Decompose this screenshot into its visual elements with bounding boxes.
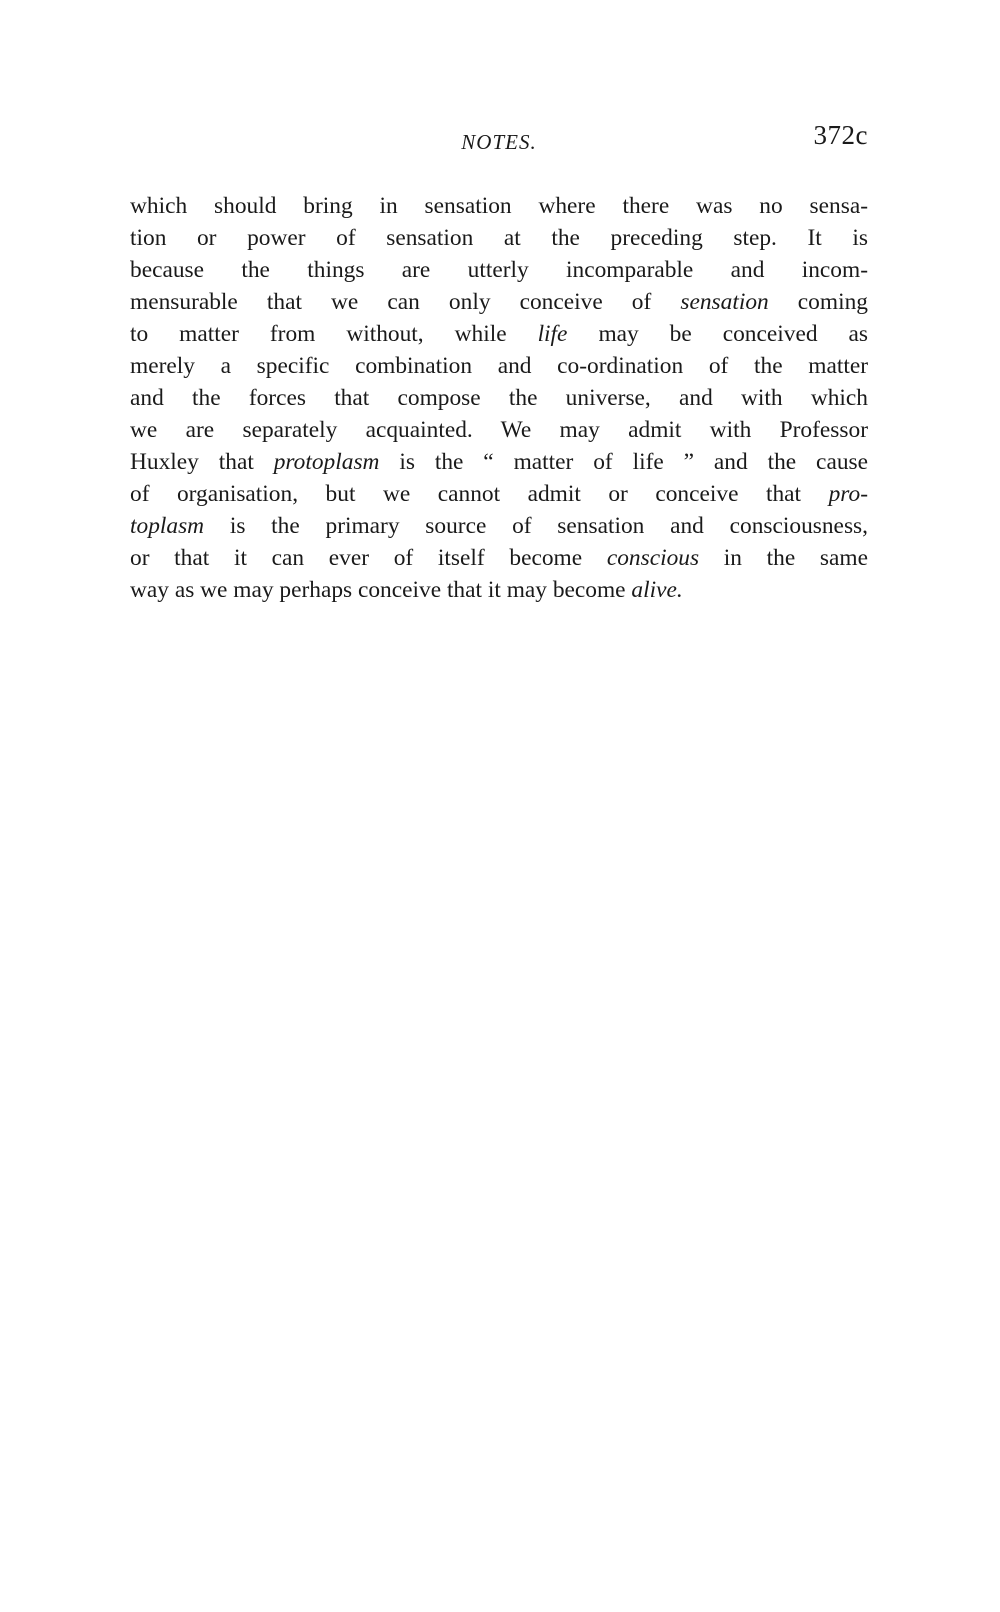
text-line: because the things are utterly incomparable and incom- — [130, 257, 868, 283]
page-number: 372c — [813, 120, 868, 150]
text-line: of organisation, but we cannot admit or conceive that pro- — [130, 481, 868, 507]
text-line: way as we may perhaps conceive that it may become alive. — [130, 577, 683, 603]
italic-term: pro- — [828, 481, 868, 507]
italic-term: protoplasm — [273, 449, 380, 475]
italic-term: conscious — [606, 545, 700, 571]
italic-term: life — [537, 321, 568, 347]
text-line: tion or power of sensation at the preceding step. It is — [130, 225, 868, 251]
text-line: Huxley that protoplasm is the “ matter of life ” and the cause — [130, 449, 869, 475]
running-head: NOTES. — [461, 130, 537, 154]
text-line: we are separately acquainted. We may admit with Professor — [130, 417, 868, 443]
italic-term: sensation — [680, 289, 769, 315]
italic-term: alive. — [631, 577, 683, 603]
page-header — [130, 120, 868, 160]
body-paragraph — [130, 190, 868, 606]
text-line: toplasm is the primary source of sensation and consciousness, — [130, 513, 868, 539]
italic-term: toplasm — [130, 513, 205, 539]
text-line: which should bring in sensation where there was no sensa- — [130, 193, 868, 219]
text-line: or that it can ever of itself become conscious in the same — [130, 545, 868, 571]
text-line: mensurable that we can only conceive of sensation coming — [130, 289, 868, 315]
text-line: merely a specific combination and co-ordination of the matter — [130, 353, 868, 379]
text-line: to matter from without, while life may be conceived as — [130, 321, 868, 347]
text-line: and the forces that compose the universe, and with which — [130, 385, 868, 411]
